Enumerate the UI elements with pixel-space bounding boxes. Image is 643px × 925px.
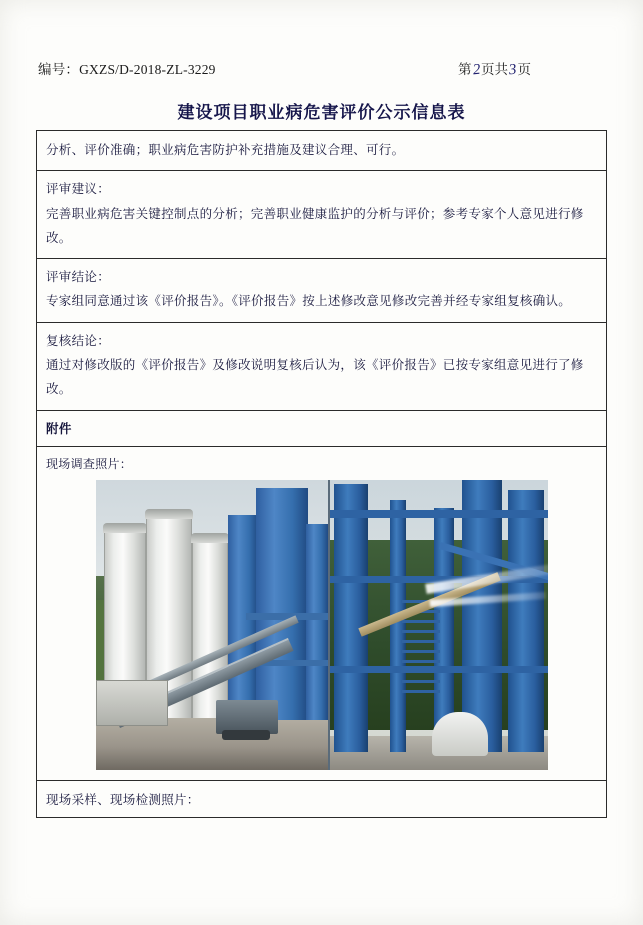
review-suggestion-row	[37, 171, 606, 259]
recheck-conclusion-label: 复核结论：	[46, 333, 111, 348]
site-photo-left	[96, 480, 328, 770]
site-photo-right	[330, 480, 548, 770]
silo-cap-a	[103, 523, 147, 533]
blue-column-5	[508, 490, 544, 752]
info-table	[36, 130, 607, 818]
page-middle-label: 页共	[481, 62, 508, 77]
document-number: 编号：GXZS/D-2018-ZL-3229	[38, 62, 216, 77]
blue-beam-top	[330, 510, 548, 518]
page-current-number: 2	[471, 61, 481, 79]
review-suggestion-text: 完善职业病危害关键控制点的分析；完善职业健康监护的分析与评价；参考专家个人意见进行修改。	[46, 206, 584, 245]
blue-column-4	[462, 480, 502, 752]
recheck-conclusion-text: 通过对修改版的《评价报告》及修改说明复核后认为，该《评价报告》已按专家组意见进行了修改。	[46, 357, 584, 397]
site-survey-caption: 现场调查照片：	[46, 456, 133, 471]
review-conclusion-text: 专家组同意通过该《评价报告》。《评价报告》按上述修改意见修改完善并经专家组复核确认。	[46, 294, 572, 309]
blue-steel-tower-a	[256, 488, 308, 720]
site-truck	[216, 700, 278, 734]
review-conclusion-label: 评审结论：	[46, 270, 111, 285]
page-suffix-label: 页	[517, 62, 531, 77]
page-header	[38, 58, 605, 82]
page-title: 建设项目职业病危害评价公示信息表	[177, 103, 466, 122]
review-suggestion-label: 评审建议：	[46, 182, 111, 197]
recheck-conclusion-row	[37, 323, 606, 411]
silo-cap-b	[145, 509, 193, 519]
site-shed	[96, 680, 168, 726]
attachment-header-row	[37, 411, 606, 447]
silo-cap-c	[191, 533, 229, 543]
page-prefix-label: 第	[458, 62, 472, 77]
review-conclusion-row	[37, 259, 606, 323]
site-photo-group	[96, 480, 548, 770]
sampling-photo-row	[37, 781, 606, 817]
page-indicator	[458, 58, 531, 79]
site-survey-photo-row	[37, 447, 606, 781]
criteria-text: 分析、评价准确；职业病危害防护补充措施及建议合理、可行。	[46, 143, 405, 157]
criteria-row	[37, 131, 606, 171]
blue-steel-tower-c	[306, 524, 328, 720]
white-tank	[432, 712, 488, 756]
page-total-number: 3	[508, 61, 518, 79]
sampling-caption: 现场采样、现场检测照片：	[46, 792, 200, 807]
attachment-label: 附件	[46, 421, 72, 436]
blue-column-1	[334, 484, 368, 752]
